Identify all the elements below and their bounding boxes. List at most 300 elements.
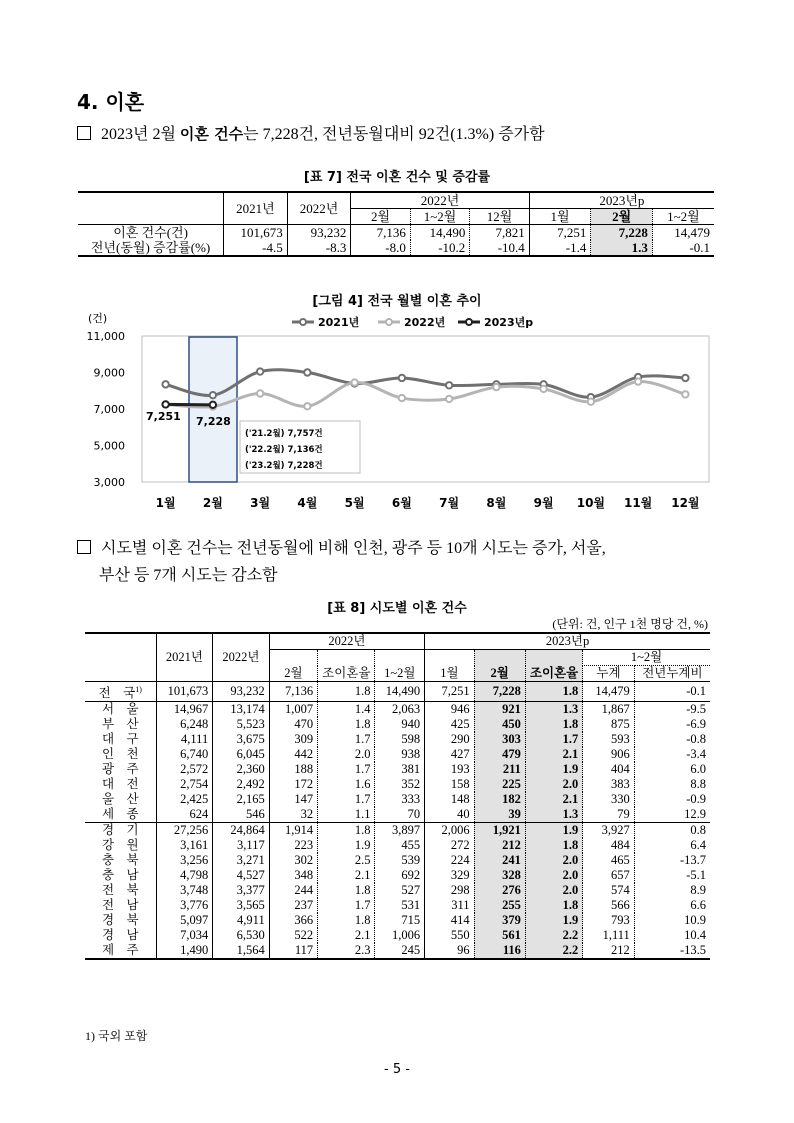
checkbox-bullet-icon: [77, 540, 91, 554]
figure4-chart: [70, 308, 730, 518]
table8-sub: 2월: [269, 666, 317, 682]
cell: 624: [156, 807, 213, 823]
cell: 2.0: [525, 853, 582, 868]
data-point: [162, 401, 168, 407]
row-label: [85, 792, 156, 807]
row-label-text: 경 기: [101, 823, 139, 838]
x-tick-label: 12월: [671, 496, 700, 510]
cell: -8.0: [351, 240, 410, 256]
cell: 1.9: [525, 823, 582, 839]
table-row: [85, 853, 710, 868]
callout-line: ('23.2월) 7,228건: [245, 461, 323, 471]
cell: 366: [269, 913, 317, 928]
cell: 7,136: [269, 682, 317, 702]
cell: 1,006: [375, 928, 425, 943]
callout-line: ('22.2월) 7,136건: [245, 445, 323, 455]
cell: 2,425: [156, 792, 213, 807]
cell: 272: [425, 838, 474, 853]
cell: 27,256: [156, 823, 213, 839]
cell: 101,673: [224, 225, 288, 241]
cell: 1,867: [583, 702, 635, 718]
cell: 875: [583, 717, 635, 732]
cell: 352: [375, 777, 425, 792]
table8-sub: 조이혼율: [525, 666, 582, 682]
y-axis: [87, 330, 126, 489]
cell: 2,572: [156, 762, 213, 777]
cell: 1,007: [269, 702, 317, 718]
cell: 2,754: [156, 777, 213, 792]
cell: 0.8: [634, 823, 710, 839]
cell: 241: [474, 853, 525, 868]
cell: 1.7: [318, 762, 375, 777]
cell: -10.2: [410, 240, 469, 256]
cell: 550: [425, 928, 474, 943]
cell: 561: [474, 928, 525, 943]
cell: 1.7: [318, 792, 375, 807]
table7-sub: 1~2월: [652, 209, 714, 225]
cell: 921: [474, 702, 525, 718]
data-point: [399, 375, 405, 381]
cell: 6.4: [634, 838, 710, 853]
data-point: [446, 396, 452, 402]
row-label-text: 세 종: [101, 807, 139, 822]
cell: 116: [474, 943, 525, 959]
x-tick-label: 4월: [297, 496, 318, 510]
table8-sub: 전년누계비: [634, 666, 710, 682]
cell: 7,821: [470, 225, 529, 241]
cell: 6,530: [213, 928, 269, 943]
table7-grp-2023: 2023년p: [529, 192, 714, 209]
table-row: [85, 928, 710, 943]
cell: 328: [474, 868, 525, 883]
table7-sub: 2월: [351, 209, 410, 225]
cell: 148: [425, 792, 474, 807]
cell: -10.4: [470, 240, 529, 256]
table-row: [85, 792, 710, 807]
cell: 3,927: [583, 823, 635, 839]
cell: -4.5: [224, 240, 288, 256]
cell: 14,479: [652, 225, 714, 241]
cell: 531: [375, 898, 425, 913]
cell: 2.1: [525, 747, 582, 762]
point-label-feb-2023: 7,228: [196, 415, 231, 428]
data-point: [635, 378, 641, 384]
cell: 225: [474, 777, 525, 792]
cell: 24,864: [213, 823, 269, 839]
section-title: 4. 이혼: [77, 90, 145, 114]
cell: 311: [425, 898, 474, 913]
x-tick-label: 5월: [344, 496, 365, 510]
table8-sub: 누계: [583, 666, 635, 682]
cell: 3,748: [156, 883, 213, 898]
x-tick-label: 3월: [250, 496, 271, 510]
cell: 427: [425, 747, 474, 762]
cell: 2.2: [525, 928, 582, 943]
cell: 598: [375, 732, 425, 747]
cell: 1,564: [213, 943, 269, 959]
row-label: [85, 702, 156, 718]
cell: 7,251: [529, 225, 591, 241]
table8-sub: 2월: [474, 666, 525, 682]
table8-col-2022: 2022년: [213, 633, 269, 682]
cell: 470: [269, 717, 317, 732]
cell: 1.7: [525, 732, 582, 747]
cell: 117: [269, 943, 317, 959]
table-row: [85, 717, 710, 732]
cell: 193: [425, 762, 474, 777]
cell: 333: [375, 792, 425, 807]
cell: 7,228: [591, 225, 653, 241]
cell: 1.9: [525, 762, 582, 777]
summary-1-pre: 2023년 2월: [101, 126, 180, 143]
row-label-text: 대 구: [101, 732, 139, 747]
cell: 2.3: [318, 943, 375, 959]
data-point: [162, 381, 168, 387]
row-label-text: 전 남: [101, 898, 139, 913]
cell: 211: [474, 762, 525, 777]
cell: 7,251: [425, 682, 474, 702]
row-label: [85, 807, 156, 823]
cell: 450: [474, 717, 525, 732]
data-point: [210, 392, 216, 398]
row-label-text: 서 울: [101, 702, 139, 717]
row-label: 이혼 건수(건): [113, 225, 188, 240]
cell: 14,967: [156, 702, 213, 718]
table8-grp-12: 1~2월: [583, 650, 710, 666]
table7-sub: 1월: [529, 209, 591, 225]
table8-sub: 조이혼율: [318, 666, 375, 682]
cell: 1.8: [525, 838, 582, 853]
cell: 379: [474, 913, 525, 928]
cell: 546: [213, 807, 269, 823]
row-label: [85, 747, 156, 762]
cell: 4,527: [213, 868, 269, 883]
cell: 1.8: [318, 823, 375, 839]
row-label: [85, 883, 156, 898]
row-label: [85, 762, 156, 777]
cell: 1.8: [525, 682, 582, 702]
table8-grp-2023: 2023년p: [425, 633, 710, 650]
cell: 93,232: [287, 225, 351, 241]
row-label: [85, 838, 156, 853]
row-label-text: 강 원: [101, 838, 139, 853]
cell: 6,045: [213, 747, 269, 762]
table8-corner: [85, 633, 156, 682]
cell: -0.9: [634, 792, 710, 807]
national-row: [85, 682, 710, 702]
cell: 3,117: [213, 838, 269, 853]
table-row: [85, 747, 710, 762]
cell: 1.7: [318, 732, 375, 747]
summary-2-line1: 시도별 이혼 건수는 전년동월에 비해 인천, 광주 등 10개 시도는 증가, 서울,: [101, 540, 606, 557]
table-row: [85, 777, 710, 792]
legend-label: 2022년: [404, 316, 446, 329]
cell: 93,232: [213, 682, 269, 702]
cell: 381: [375, 762, 425, 777]
cell: 3,377: [213, 883, 269, 898]
figure4-caption: [그림 4] 전국 월별 이혼 추이: [312, 294, 482, 309]
cell: 1.7: [318, 898, 375, 913]
cell: 7,136: [351, 225, 410, 241]
cell: 2,360: [213, 762, 269, 777]
cell: 1.9: [525, 913, 582, 928]
table8-grp-2022: 2022년: [269, 633, 424, 650]
cell: 1.3: [525, 702, 582, 718]
cell: 2.1: [318, 928, 375, 943]
cell: 309: [269, 732, 317, 747]
cell: 906: [583, 747, 635, 762]
point-label-jan-2023: 7,251: [146, 410, 181, 423]
cell: 455: [375, 838, 425, 853]
table-row: [85, 943, 710, 959]
cell: 101,673: [156, 682, 213, 702]
table-row: [85, 823, 710, 839]
cell: 348: [269, 868, 317, 883]
cell: -0.1: [634, 682, 710, 702]
callout-line: ('21.2월) 7,757건: [245, 429, 323, 439]
cell: 465: [583, 853, 635, 868]
cell: 172: [269, 777, 317, 792]
chart-legend: [292, 315, 533, 329]
cell: 237: [269, 898, 317, 913]
cell: 70: [375, 807, 425, 823]
table-row: [85, 913, 710, 928]
table-row: [85, 838, 710, 853]
cell: 6.6: [634, 898, 710, 913]
data-point: [682, 391, 688, 397]
table-row: [78, 240, 714, 256]
row-label: [85, 913, 156, 928]
legend-label: 2021년: [318, 316, 360, 329]
row-label: [85, 682, 156, 702]
x-tick-label: 8월: [486, 496, 507, 510]
summary-2: [77, 535, 606, 562]
cell: 946: [425, 702, 474, 718]
cell: 1.8: [318, 717, 375, 732]
y-tick-label: 9,000: [93, 366, 125, 380]
cell: 2,492: [213, 777, 269, 792]
cell: 79: [583, 807, 635, 823]
cell: 479: [474, 747, 525, 762]
cell: 1.1: [318, 807, 375, 823]
cell: 793: [583, 913, 635, 928]
cell: 5,097: [156, 913, 213, 928]
y-tick-label: 5,000: [93, 439, 125, 453]
row-label-text: 광 주: [101, 762, 139, 777]
cell: 255: [474, 898, 525, 913]
cell: 2.0: [318, 747, 375, 762]
legend-marker: [466, 319, 472, 325]
cell: 1.4: [318, 702, 375, 718]
cell: 290: [425, 732, 474, 747]
cell: -13.7: [634, 853, 710, 868]
summary-2-cont: 부산 등 7개 시도는 감소함: [99, 567, 278, 584]
table7-sub: 12월: [470, 209, 529, 225]
cell: 593: [583, 732, 635, 747]
table8-sub: 1~2월: [375, 666, 425, 682]
cell: 8.8: [634, 777, 710, 792]
data-point: [257, 390, 263, 396]
x-tick-label: 10월: [576, 496, 606, 510]
x-tick-label: 7월: [439, 496, 460, 510]
table7-sub: 2월: [591, 209, 653, 225]
cell: 6,248: [156, 717, 213, 732]
cell: 484: [583, 838, 635, 853]
cell: 442: [269, 747, 317, 762]
cell: 1,921: [474, 823, 525, 839]
cell: 245: [375, 943, 425, 959]
cell: 2.0: [525, 868, 582, 883]
cell: 14,490: [410, 225, 469, 241]
cell: 2,063: [375, 702, 425, 718]
x-tick-label: 1월: [155, 496, 176, 510]
cell: 7,034: [156, 928, 213, 943]
data-point: [210, 402, 216, 408]
cell: 12.9: [634, 807, 710, 823]
cell: 10.9: [634, 913, 710, 928]
x-tick-label: 2월: [202, 496, 223, 510]
callout-box: [240, 421, 360, 473]
cell: 1.8: [525, 717, 582, 732]
cell: 244: [269, 883, 317, 898]
cell: 158: [425, 777, 474, 792]
row-label: [85, 823, 156, 839]
legend-marker: [300, 319, 306, 325]
cell: 425: [425, 717, 474, 732]
cell: 566: [583, 898, 635, 913]
cell: -0.1: [652, 240, 714, 256]
table7: [78, 191, 714, 257]
legend-marker: [386, 319, 392, 325]
row-label: [85, 853, 156, 868]
row-label-text: 울 산: [101, 792, 139, 807]
cell: 1.3: [525, 807, 582, 823]
cell: -8.3: [287, 240, 351, 256]
row-label-text: 전 국: [98, 686, 136, 701]
data-point: [257, 368, 263, 374]
row-label-text: 부 산: [101, 717, 139, 732]
x-tick-label: 9월: [533, 496, 554, 510]
footnote: 1) 국외 포함: [85, 1029, 148, 1043]
cell: 7,228: [474, 682, 525, 702]
cell: 404: [583, 762, 635, 777]
table-row: [85, 702, 710, 718]
cell: 657: [583, 868, 635, 883]
cell: -1.4: [529, 240, 591, 256]
cell: 3,565: [213, 898, 269, 913]
cell: 3,776: [156, 898, 213, 913]
cell: 2.0: [525, 883, 582, 898]
cell: 1.6: [318, 777, 375, 792]
cell: 2,165: [213, 792, 269, 807]
cell: 14,490: [375, 682, 425, 702]
cell: 330: [583, 792, 635, 807]
cell: 5,523: [213, 717, 269, 732]
table-row: [85, 868, 710, 883]
cell: 224: [425, 853, 474, 868]
cell: 8.9: [634, 883, 710, 898]
data-point: [399, 395, 405, 401]
row-label-text: 충 남: [101, 868, 139, 883]
cell: 1,914: [269, 823, 317, 839]
cell: 1.8: [525, 898, 582, 913]
table-row: [85, 898, 710, 913]
cell: -3.4: [634, 747, 710, 762]
cell: 212: [583, 943, 635, 959]
row-label: [85, 898, 156, 913]
cell: 147: [269, 792, 317, 807]
row-label: [85, 868, 156, 883]
table8-col-2021: 2021년: [156, 633, 213, 682]
cell: 2.1: [525, 792, 582, 807]
cell: 13,174: [213, 702, 269, 718]
cell: 223: [269, 838, 317, 853]
data-point: [540, 386, 546, 392]
cell: 182: [474, 792, 525, 807]
cell: 715: [375, 913, 425, 928]
cell: -9.5: [634, 702, 710, 718]
table7-col-2021: 2021년: [224, 192, 288, 225]
x-tick-label: 6월: [391, 496, 412, 510]
cell: 39: [474, 807, 525, 823]
row-label: [85, 717, 156, 732]
row-label: [85, 777, 156, 792]
cell: 1.9: [318, 838, 375, 853]
cell: 539: [375, 853, 425, 868]
cell: 1.8: [318, 883, 375, 898]
data-point: [351, 379, 357, 385]
row-label-text: 대 전: [101, 777, 139, 792]
summary-1-post: 는 7,228건, 전년동월대비 92건(1.3%) 증가함: [243, 126, 545, 143]
cell: 14,479: [583, 682, 635, 702]
x-axis: [156, 495, 700, 510]
cell: 527: [375, 883, 425, 898]
cell: 1,490: [156, 943, 213, 959]
cell: 1.8: [318, 913, 375, 928]
cell: 1.3: [591, 240, 653, 256]
table-row: [85, 762, 710, 777]
cell: 302: [269, 853, 317, 868]
table-row: [85, 732, 710, 747]
cell: 3,271: [213, 853, 269, 868]
cell: 212: [474, 838, 525, 853]
cell: 2.5: [318, 853, 375, 868]
row-label-text: 제 주: [101, 943, 139, 958]
cell: 692: [375, 868, 425, 883]
data-point: [682, 375, 688, 381]
cell: 40: [425, 807, 474, 823]
checkbox-bullet-icon: [77, 126, 91, 140]
cell: 10.4: [634, 928, 710, 943]
footnote-marker: 1): [135, 685, 142, 694]
table8-unit: (단위: 건, 인구 1천 명당 건, %): [552, 617, 708, 631]
cell: 3,161: [156, 838, 213, 853]
chart-unit: (건): [88, 312, 108, 325]
table7-caption: [표 7] 전국 이혼 건수 및 증감률: [303, 170, 491, 185]
legend-label: 2023년p: [484, 316, 534, 329]
cell: -5.1: [634, 868, 710, 883]
row-label-text: 충 북: [101, 853, 139, 868]
cell: -0.8: [634, 732, 710, 747]
summary-1-bold: 이혼 건수: [179, 125, 244, 143]
cell: 32: [269, 807, 317, 823]
row-label: 전년(동월) 증감률(%): [90, 240, 211, 255]
cell: 303: [474, 732, 525, 747]
cell: 1,111: [583, 928, 635, 943]
cell: 522: [269, 928, 317, 943]
table7-corner: [78, 192, 224, 225]
row-label: [85, 943, 156, 959]
